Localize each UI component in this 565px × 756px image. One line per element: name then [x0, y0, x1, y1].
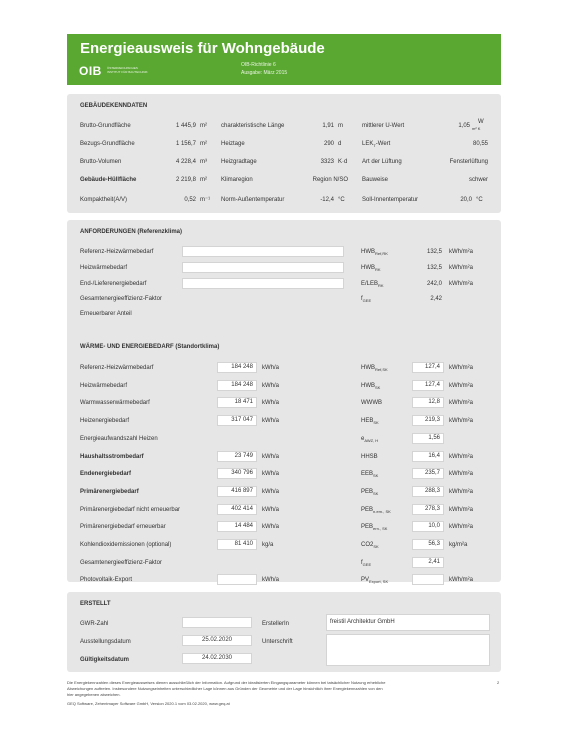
waerme-sk-unit-1: kWh/m²a — [449, 383, 473, 389]
footer-disclaimer — [67, 680, 487, 698]
geb-unit-1: m² — [200, 141, 207, 147]
geb-unit3-den-0: m² K — [472, 126, 481, 131]
geb-label-1: Bezugs-Grundfläche — [80, 141, 135, 147]
anf-symbol-3 — [361, 295, 371, 305]
geb-value3-0: 1,05 — [458, 123, 470, 129]
geb-label2-2: Heizgradtage — [221, 159, 257, 165]
waerme-title: WÄRME- UND ENERGIEBEDARF (Standortklima) — [80, 344, 220, 350]
geb-unit-4: m⁻¹ — [200, 197, 211, 203]
waerme-sk-value-5: 16,4 — [412, 451, 444, 462]
waerme-sk-value-8: 278,3 — [412, 504, 444, 515]
anf-symbol-2 — [361, 280, 384, 290]
waerme-unit-9: kWh/a — [262, 524, 280, 530]
waerme-symbol-1-subscript: SK — [375, 385, 381, 391]
waerme-symbol-9-symbol: PEB — [361, 524, 374, 530]
anf-field-2 — [182, 278, 344, 289]
waerme-symbol-11-subscript: GEE — [362, 562, 372, 568]
waerme-sk-value-9: 10,0 — [412, 521, 444, 532]
geb-label2-3: Klimaregion — [221, 177, 253, 183]
geb-label2-0: charakteristische Länge — [221, 123, 285, 129]
geb-label3-1 — [362, 140, 390, 150]
waerme-unit-0: kWh/a — [262, 365, 280, 371]
ausstellungsdatum-field: 25.02.2020 — [182, 635, 252, 646]
anf-value-1: 132,5 — [426, 265, 442, 271]
waerme-sk-unit-9: kWh/m²a — [449, 524, 473, 530]
waerme-label-10: Kohlendioxidemissionen (optional) — [80, 542, 172, 548]
geb-label2-4: Norm-Außentemperatur — [221, 197, 285, 203]
anf-label-0: Referenz-Heizwärmebedarf — [80, 249, 154, 255]
waerme-symbol-7-subscript: SK — [373, 491, 379, 497]
waerme-value-8: 402 414 — [217, 504, 257, 515]
anf-symbol-0-subscript: Ref,RK — [375, 251, 388, 257]
waerme-symbol-0 — [361, 364, 388, 374]
waerme-symbol-7-symbol: PEB — [361, 489, 374, 495]
waerme-unit-10: kg/a — [262, 542, 274, 548]
waerme-label-0: Referenz-Heizwärmebedarf — [80, 365, 154, 371]
waerme-sk-unit-5: kWh/m²a — [449, 454, 473, 460]
waerme-value-7: 416 897 — [217, 486, 257, 497]
waerme-symbol-4-subscript: AWZ, H — [364, 438, 379, 444]
geb-label3-text-2: Art der Lüftung — [362, 159, 402, 165]
waerme-value-2: 18 471 — [217, 397, 257, 408]
geb-unit3-num-0: W — [478, 119, 484, 125]
waerme-sk-value-12 — [412, 574, 444, 585]
waerme-unit-3: kWh/a — [262, 418, 280, 424]
waerme-value-3: 317 047 — [217, 415, 257, 426]
gueltigkeitsdatum-field: 24.02.2030 — [182, 653, 252, 664]
geb-unit2-4: °C — [338, 197, 345, 203]
waerme-value-9: 14 484 — [217, 521, 257, 532]
anf-symbol-1-subscript: RK — [375, 267, 381, 273]
waerme-symbol-9-subscript: ern., SK — [373, 526, 388, 532]
waerme-symbol-10-subscript: SK — [373, 544, 379, 550]
anf-symbol-0-symbol: HWB — [361, 249, 375, 255]
waerme-label-11: Gesamtenergieeffizienz-Faktor — [80, 560, 162, 566]
waerme-unit-12: kWh/a — [262, 577, 280, 583]
anf-field-0 — [182, 246, 344, 257]
geb-value-2: 4 228,4 — [175, 159, 196, 165]
footer-software: GEQ Software, Zehentmayer Software GmbH, Version 2020.1 vom 03.02.2020, www.geq.at — [67, 701, 230, 706]
guideline-text: OIB-Richtlinie 6 — [241, 62, 276, 68]
waerme-label-7: Primärenergiebedarf — [80, 489, 139, 495]
waerme-symbol-0-symbol: HWB — [361, 365, 375, 371]
waerme-symbol-5 — [361, 453, 378, 461]
geb-value-1: 1 156,7 — [175, 141, 196, 147]
geb-label-3: Gebäude-Hüllfläche — [80, 177, 137, 183]
waerme-label-8: Primärenergiebedarf nicht erneuerbar — [80, 507, 181, 513]
anf-symbol-3-symbol: f — [361, 296, 363, 302]
waerme-value-5: 23 749 — [217, 451, 257, 462]
anf-symbol-0 — [361, 248, 388, 258]
footer-line-1: Die Energiekennzahlen dieses Energieausweises dienen ausschließlich der Information. Aufgrund der idealisierten Eingangsparameter können bei tatsächlicher Nutzung erhebliche — [67, 680, 386, 685]
waerme-label-12: Photovoltaik-Export — [80, 577, 133, 583]
anf-unit-0: kWh/m²a — [449, 249, 473, 255]
erstellt-title: ERSTELLT — [80, 601, 111, 607]
waerme-sk-unit-2: kWh/m²a — [449, 400, 473, 406]
anf-value-0: 132,5 — [426, 249, 442, 255]
waerme-sk-value-0: 127,4 — [412, 362, 444, 373]
anf-label-1: Heizwärmebedarf — [80, 265, 128, 271]
waerme-sk-value-4: 1,56 — [412, 433, 444, 444]
waerme-symbol-12 — [361, 576, 388, 586]
waerme-symbol-6 — [361, 470, 378, 480]
geb-label3-sub-1: T — [373, 143, 376, 149]
document-title: Energieausweis für Wohngebäude — [80, 40, 325, 57]
geb-label2-1: Heiztage — [221, 141, 245, 147]
header-banner — [67, 34, 501, 85]
waerme-sk-unit-10: kg/m²a — [449, 542, 468, 548]
waerme-label-5: Haushaltsstrombedarf — [80, 454, 144, 460]
geb-label-2: Brutto-Volumen — [80, 159, 122, 165]
geb-value2-2: 3323 — [320, 159, 334, 165]
waerme-sk-value-7: 288,3 — [412, 486, 444, 497]
waerme-sk-unit-0: kWh/m²a — [449, 365, 473, 371]
waerme-sk-unit-6: kWh/m²a — [449, 471, 473, 477]
header-meta — [241, 61, 287, 77]
gebaeudekenndaten-title: GEBÄUDEKENNDATEN — [80, 103, 148, 109]
anf-unit-2: kWh/m²a — [449, 281, 473, 287]
ersteller-field: freistil Architektur GmbH — [326, 614, 490, 631]
waerme-symbol-10 — [361, 541, 379, 551]
waerme-symbol-2 — [361, 399, 382, 407]
geb-label3-suffix-1: -Wert — [375, 141, 391, 147]
anf-field-1 — [182, 262, 344, 273]
geb-value2-1: 290 — [323, 141, 334, 147]
waerme-value-12 — [217, 574, 257, 585]
geb-value3-3: schwer — [468, 177, 488, 183]
anf-symbol-1-symbol: HWB — [361, 265, 375, 271]
waerme-symbol-5-symbol: HHSB — [361, 454, 378, 460]
geb-value2-4: -12,4 — [320, 197, 334, 203]
anf-symbol-2-subscript: RK — [378, 283, 384, 289]
waerme-symbol-12-symbol: PV — [361, 577, 370, 583]
waerme-unit-6: kWh/a — [262, 471, 280, 477]
geb-unit-0: m² — [200, 123, 207, 129]
gwr-field — [182, 617, 252, 628]
oib-logo-subtitle: ÖSTERREICHISCHES INSTITUT FÜR BAUTECHNIK — [107, 66, 148, 74]
gwr-label: GWR-Zahl — [80, 621, 109, 627]
unterschrift-label: Unterschrift — [262, 639, 293, 645]
waerme-symbol-7 — [361, 488, 378, 498]
page-number: 2 — [497, 680, 500, 685]
waerme-unit-1: kWh/a — [262, 383, 280, 389]
waerme-sk-value-3: 219,3 — [412, 415, 444, 426]
waerme-symbol-2-symbol: WWWB — [361, 400, 382, 406]
ersteller-label: ErstellerIn — [262, 621, 290, 627]
waerme-symbol-11 — [361, 559, 371, 569]
waerme-symbol-4 — [361, 435, 378, 445]
geb-label3-text-4: Soll-Innentemperatur — [362, 197, 419, 203]
waerme-value-0: 184 248 — [217, 362, 257, 373]
geb-label-4: Kompaktheit(A/V) — [80, 197, 128, 203]
ausstellungsdatum-label: Ausstellungsdatum — [80, 639, 131, 645]
anf-label-2: End-/Lieferenergiebedarf — [80, 281, 147, 287]
geb-label3-3 — [362, 176, 388, 184]
waerme-symbol-11-symbol: f — [361, 560, 363, 566]
waerme-symbol-3-symbol: HEB — [361, 418, 374, 424]
anf-value-3: 2,42 — [430, 296, 442, 302]
geb-label3-text-3: Bauweise — [362, 177, 389, 183]
geb-value-4: 0,52 — [184, 197, 196, 203]
gueltigkeitsdatum-label: Gültigkeitsdatum — [80, 657, 130, 663]
waerme-label-9: Primärenergiebedarf erneuerbar — [80, 524, 166, 530]
geb-unit3-4: °C — [476, 197, 483, 203]
waerme-sk-value-2: 12,8 — [412, 397, 444, 408]
geb-unit-3: m² — [200, 177, 207, 183]
waerme-symbol-8-subscript: n.ern., SK — [373, 509, 391, 515]
geb-label3-0 — [362, 122, 404, 130]
geb-label3-text-1: LEK — [362, 141, 374, 147]
waerme-label-6: Endenergiebedarf — [80, 471, 132, 477]
geb-unit2-2: K·d — [338, 159, 348, 165]
waerme-sk-value-6: 235,7 — [412, 468, 444, 479]
waerme-symbol-3-subscript: SK — [373, 420, 379, 426]
waerme-symbol-6-subscript: SK — [373, 473, 379, 479]
geb-label3-4 — [362, 196, 418, 204]
geb-value2-3: Region N/SO — [312, 177, 348, 183]
waerme-value-10: 81 410 — [217, 539, 257, 550]
waerme-sk-unit-7: kWh/m²a — [449, 489, 473, 495]
geb-unit2-1: d — [338, 141, 342, 147]
waerme-label-4: Energieaufwandszahl Heizen — [80, 436, 158, 442]
waerme-symbol-8-symbol: PEB — [361, 507, 374, 513]
geb-label3-text-0: mittlerer U-Wert — [362, 123, 405, 129]
geb-label3-2 — [362, 158, 402, 166]
oib-logo: OIB — [79, 64, 102, 78]
geb-value3-2: Fensterlüftung — [449, 159, 488, 165]
geb-unit2-0: m — [338, 123, 343, 129]
geb-value-0: 1 445,9 — [175, 123, 196, 129]
waerme-sk-value-1: 127,4 — [412, 380, 444, 391]
anf-unit-1: kWh/m²a — [449, 265, 473, 271]
waerme-symbol-4-symbol: e — [361, 436, 365, 442]
waerme-sk-value-11: 2,41 — [412, 557, 444, 568]
anf-value-2: 242,0 — [426, 281, 442, 287]
waerme-label-2: Warmwasserwärmebedarf — [80, 400, 150, 406]
waerme-value-1: 184 248 — [217, 380, 257, 391]
waerme-symbol-3 — [361, 417, 379, 427]
waerme-sk-unit-3: kWh/m²a — [449, 418, 473, 424]
waerme-unit-8: kWh/a — [262, 507, 280, 513]
waerme-symbol-1 — [361, 382, 380, 392]
geb-value-3: 2 219,8 — [175, 177, 196, 183]
waerme-label-3: Heizenergiebedarf — [80, 418, 130, 424]
footer-line-2: Abweichungen auftreten. Insbesondere Nutzungseinheiten unterschiedlicher Lage können aus Gründen der Geometrie und der Lage hinsichtlich ihrer Energiekennzahlen von den — [67, 686, 383, 691]
waerme-unit-5: kWh/a — [262, 454, 280, 460]
waerme-symbol-8 — [361, 506, 391, 516]
geb-unit-2: m³ — [200, 159, 207, 165]
footer-line-3: hier angegebenen abweichen. — [67, 692, 121, 697]
geb-label-0: Brutto-Grundfläche — [80, 123, 131, 129]
waerme-symbol-10-symbol: CO2 — [361, 542, 374, 548]
anf-label-3: Gesamtenergieeffizienz-Faktor — [80, 296, 162, 302]
waerme-value-6: 340 796 — [217, 468, 257, 479]
unterschrift-field — [326, 634, 490, 666]
waerme-symbol-12-subscript: Export, SK — [369, 579, 389, 585]
anforderungen-title: ANFORDERUNGEN (Referenzklima) — [80, 229, 183, 235]
waerme-unit-2: kWh/a — [262, 400, 280, 406]
anf-symbol-3-subscript: GEE — [362, 298, 372, 304]
anf-symbol-1 — [361, 264, 381, 274]
waerme-sk-unit-12: kWh/m²a — [449, 577, 473, 583]
anf-symbol-2-symbol: E/LEB — [361, 281, 379, 287]
edition-text: Ausgabe: März 2015 — [241, 70, 288, 76]
anf-label-4: Erneuerbarer Anteil — [80, 311, 132, 317]
waerme-symbol-1-symbol: HWB — [361, 383, 375, 389]
waerme-sk-unit-8: kWh/m²a — [449, 507, 473, 513]
waerme-unit-7: kWh/a — [262, 489, 280, 495]
geb-value2-0: 1,91 — [322, 123, 334, 129]
geb-value3-4: 20,0 — [460, 197, 472, 203]
geb-value3-1: 80,55 — [472, 141, 488, 147]
waerme-sk-value-10: 56,3 — [412, 539, 444, 550]
waerme-symbol-0-subscript: Ref,SK — [375, 367, 388, 373]
waerme-label-1: Heizwärmebedarf — [80, 383, 128, 389]
waerme-symbol-9 — [361, 523, 387, 533]
waerme-symbol-6-symbol: EEB — [361, 471, 374, 477]
